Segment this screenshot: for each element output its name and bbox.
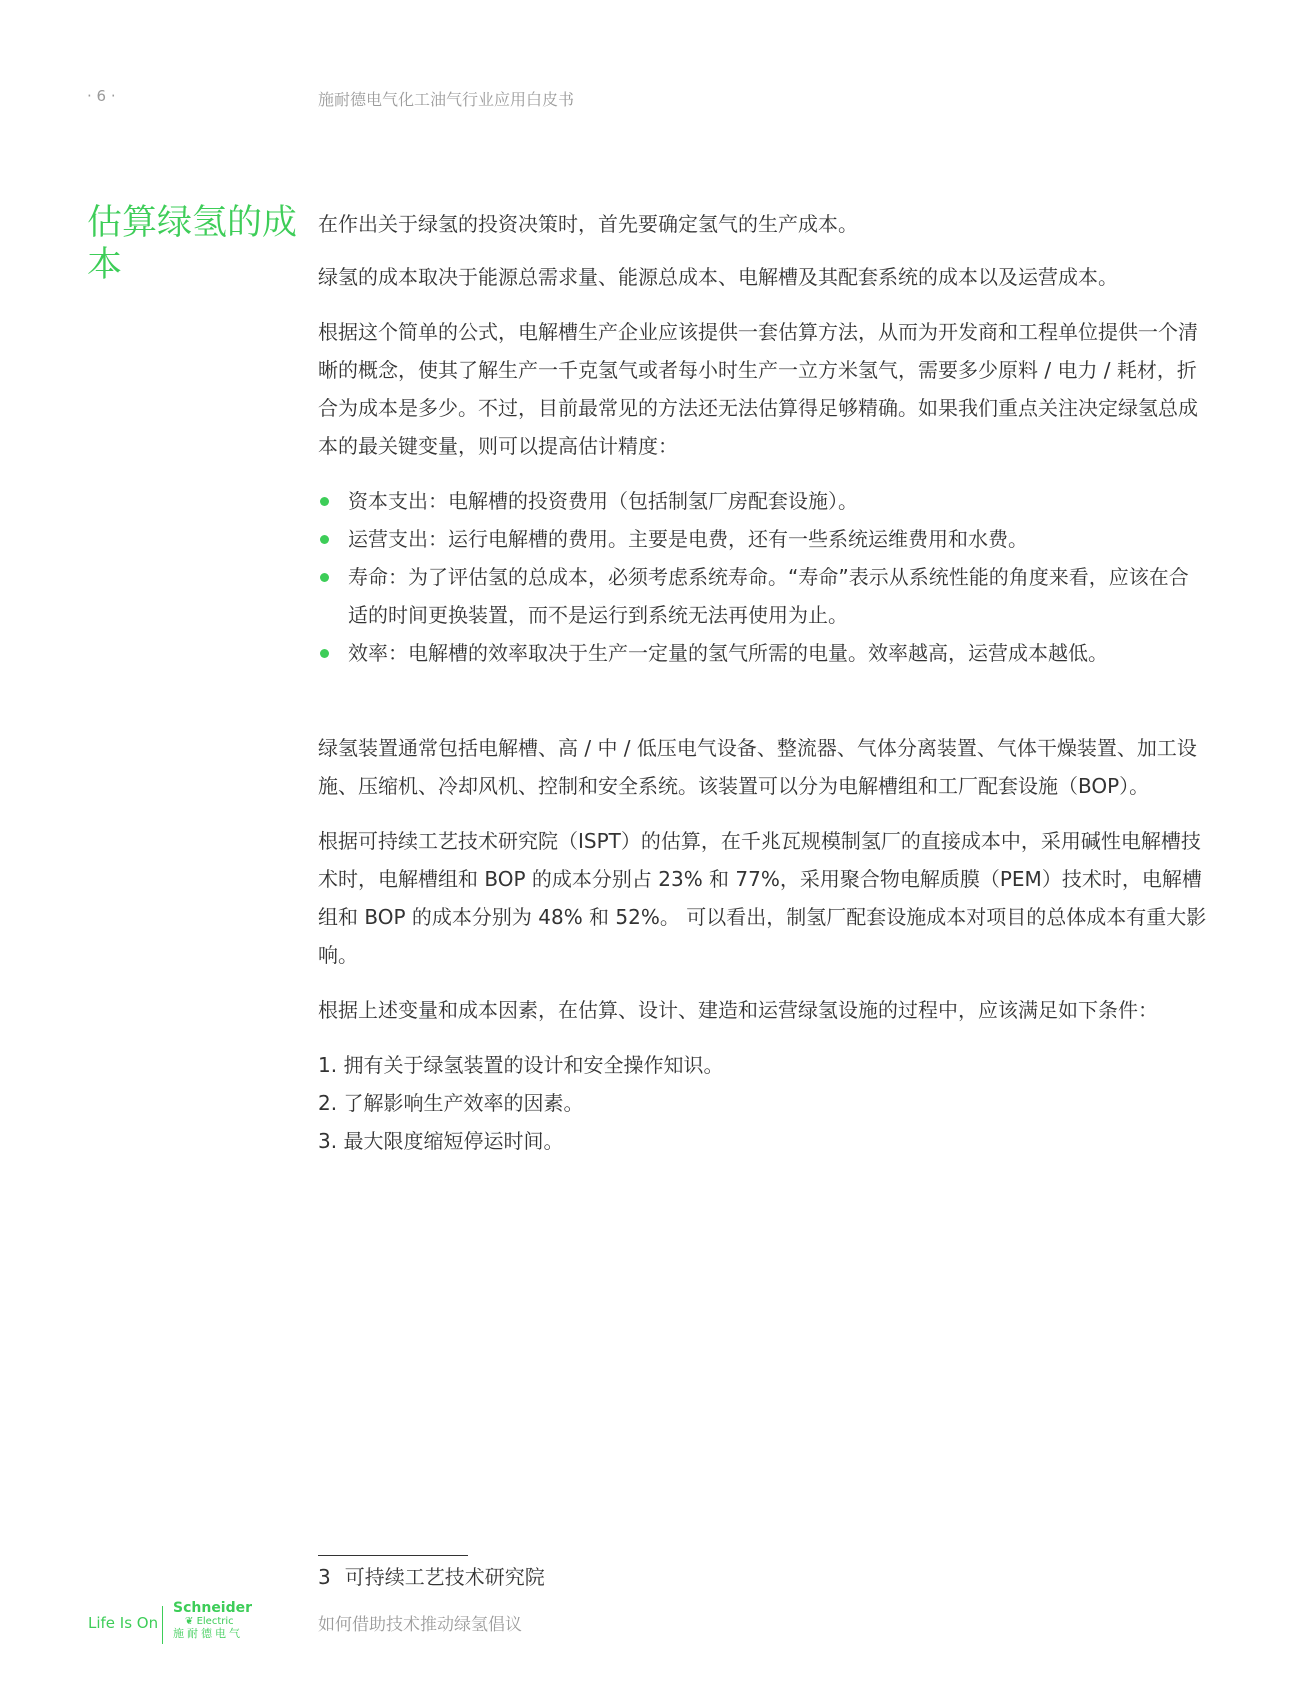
bullet-dot-icon [320, 535, 329, 544]
footer-caption: 如何借助技术推动绿氢倡议 [318, 1615, 522, 1635]
list-item-text: 寿命：为了评估氢的总成本，必须考虑系统寿命。“寿命”表示从系统性能的角度来看，应该在合适的时间更换装置，而不是运行到系统无法再使用为止。 [348, 565, 1189, 627]
list-item [318, 482, 1208, 520]
list-item-text: 资本支出：电解槽的投资费用（包括制氢厂房配套设施）。 [348, 489, 858, 513]
paragraph: 根据这个简单的公式，电解槽生产企业应该提供一套估算方法，从而为开发商和工程单位提供一个清晰的概念，使其了解生产一千克氢气或者每小时生产一立方米氢气，需要多少原料 / 电力 / 耗材，折合为成本是多少。不过，目前最常见的方法还无法估算得足够精确。如果我们重点关注决定绿氢总成本的最关键变量，则可以提高估计精度： [318, 320, 1198, 458]
brand-chinese-name: 施耐德电气 [173, 1627, 243, 1640]
brand-sub: ❦ Electric [185, 1616, 234, 1627]
page-header [0, 87, 1300, 111]
main-content [318, 205, 1208, 1160]
document-title: 施耐德电气化工油气行业应用白皮书 [318, 90, 575, 109]
paragraph: 根据上述变量和成本因素，在估算、设计、建造和运营绿氢设施的过程中，应该满足如下条件： [318, 998, 1158, 1022]
paragraph: 绿氢装置通常包括电解槽、高 / 中 / 低压电气设备、整流器、气体分离装置、气体干燥装置、加工设施、压缩机、冷却风机、控制和安全系统。该装置可以分为电解槽组和工厂配套设施（BOP）。 [318, 736, 1197, 798]
page-footer [0, 1598, 1300, 1658]
bullet-dot-icon [320, 649, 329, 658]
paragraph: 绿氢的成本取决于能源总需求量、能源总成本、电解槽及其配套系统的成本以及运营成本。 [318, 265, 1118, 289]
list-item [318, 558, 1208, 634]
footnote-divider [318, 1555, 468, 1556]
page-number: · 6 · [87, 87, 116, 105]
numbered-list [318, 1046, 1208, 1160]
footnote [318, 1555, 918, 1590]
footnote-number: 3 [318, 1565, 331, 1589]
numbered-item: 2. 了解影响生产效率的因素。 [318, 1091, 584, 1115]
paragraph: 根据可持续工艺技术研究院（ISPT）的估算，在千兆瓦规模制氢厂的直接成本中，采用碱性电解槽技术时，电解槽组和 BOP 的成本分别占 23% 和 77%，采用聚合物电解质膜（PEM）技术时，电解槽组和 BOP 的成本分别为 48% 和 52%。 可以看出，制氢厂配套设施成本对项目的总体成本有重大影响。 [318, 829, 1207, 967]
brand-divider [162, 1606, 163, 1644]
section-title: 估算绿氢的成本 [87, 203, 298, 285]
footnote-label: 可持续工艺技术研究院 [344, 1565, 545, 1589]
list-item-text: 运营支出：运行电解槽的费用。主要是电费，还有一些系统运维费用和水费。 [348, 527, 1028, 551]
leaf-icon: ❦ [185, 1616, 194, 1627]
bullet-list [318, 482, 1208, 672]
footnote-text [318, 1564, 918, 1590]
list-item [318, 520, 1208, 558]
tagline: Life Is On [88, 1614, 159, 1632]
schneider-logo [173, 1600, 263, 1641]
numbered-item: 1. 拥有关于绿氢装置的设计和安全操作知识。 [318, 1053, 724, 1077]
list-item [318, 634, 1208, 672]
numbered-item: 3. 最大限度缩短停运时间。 [318, 1129, 564, 1153]
bullet-dot-icon [320, 573, 329, 582]
brand-name: Schneider [173, 1600, 253, 1616]
bullet-dot-icon [320, 497, 329, 506]
list-item-text: 效率：电解槽的效率取决于生产一定量的氢气所需的电量。效率越高，运营成本越低。 [348, 641, 1108, 665]
paragraph: 在作出关于绿氢的投资决策时，首先要确定氢气的生产成本。 [318, 212, 858, 236]
